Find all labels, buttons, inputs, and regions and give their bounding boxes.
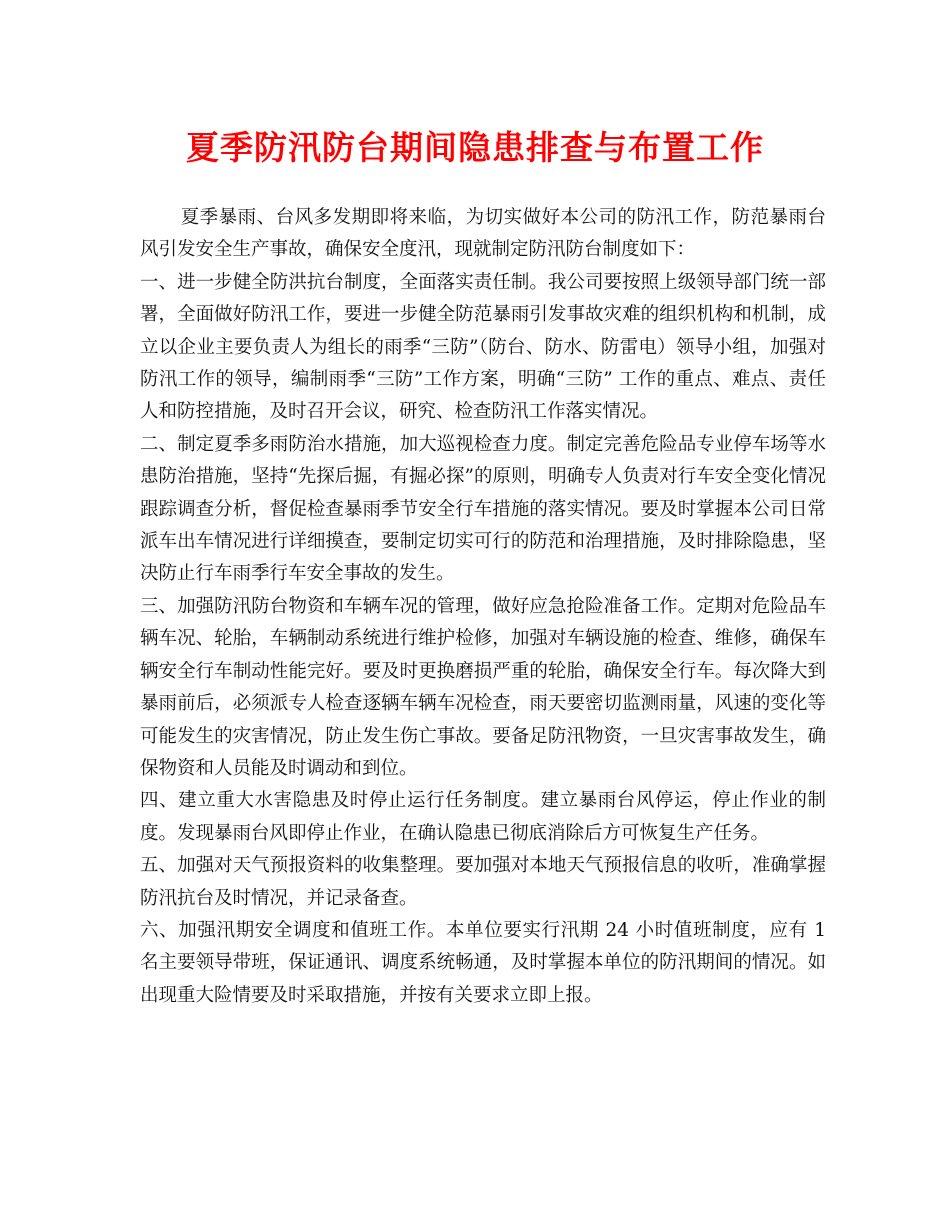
section-1-paragraph: 一、进一步健全防洪抗台制度，全面落实责任制。我公司要按照上级领导部门统一部署，全面做好防汛工作，要进一步健全防范暴雨引发事故灾难的组织机构和机制，成立以企业主要负责人为组长的雨季“三防”（防台、防水、防雷电）领导小组，加强对防汛工作的领导，编制雨季“三防”工作方案，明确“三防” 工作的重点、难点、责任人和防控措施，及时召开会议，研究、检查防汛工作落实情况。 <box>140 271 826 423</box>
document-body <box>140 202 826 1012</box>
section-5-paragraph: 五、加强对天气预报资料的收集整理。要加强对本地天气预报信息的收听，准确掌握防汛抗台及时情况，并记录备查。 <box>140 855 826 909</box>
section-3-paragraph: 三、加强防汛防台物资和车辆车况的管理，做好应急抢险准备工作。定期对危险品车辆车况、轮胎，车辆制动系统进行维护检修，加强对车辆设施的检查、维修，确保车辆安全行车制动性能完好。要及时更换磨损严重的轮胎，确保安全行车。每次降大到暴雨前后，必须派专人检查逐辆车辆车况检查，雨天要密切监测雨量，风速的变化等可能发生的灾害情况，防止发生伤亡事故。要备足防汛物资，一旦灾害事故发生，确保物资和人员能及时调动和到位。 <box>140 595 826 779</box>
section-4-paragraph: 四、建立重大水害隐患及时停止运行任务制度。建立暴雨台风停运，停止作业的制度。发现暴雨台风即停止作业，在确认隐患已彻底消除后方可恢复生产任务。 <box>140 790 826 844</box>
section-6-paragraph: 六、加强汛期安全调度和值班工作。本单位要实行汛期 24 小时值班制度，应有 1 名主要领导带班，保证通讯、调度系统畅通，及时掌握本单位的防汛期间的情况。如出现重大险情要及时采取措施，并按有关要求立即上报。 <box>140 919 826 1006</box>
intro-paragraph: 夏季暴雨、台风多发期即将来临，为切实做好本公司的防汛工作，防范暴雨台风引发安全生产事故，确保安全度汛，现就制定防汛防台制度如下： <box>140 207 826 261</box>
document-title: 夏季防汛防台期间隐患排查与布置工作 <box>186 128 764 167</box>
section-2-paragraph: 二、制定夏季多雨防治水措施，加大巡视检查力度。制定完善危险品专业停车场等水患防治措施，坚持“先探后掘，有掘必探”的原则，明确专人负责对行车安全变化情况跟踪调查分析，督促检查暴雨季节安全行车措施的落实情况。要及时掌握本公司日常派车出车情况进行详细摸查，要制定切实可行的防范和治理措施，及时排除隐患，坚决防止行车雨季行车安全事故的发生。 <box>140 433 826 585</box>
